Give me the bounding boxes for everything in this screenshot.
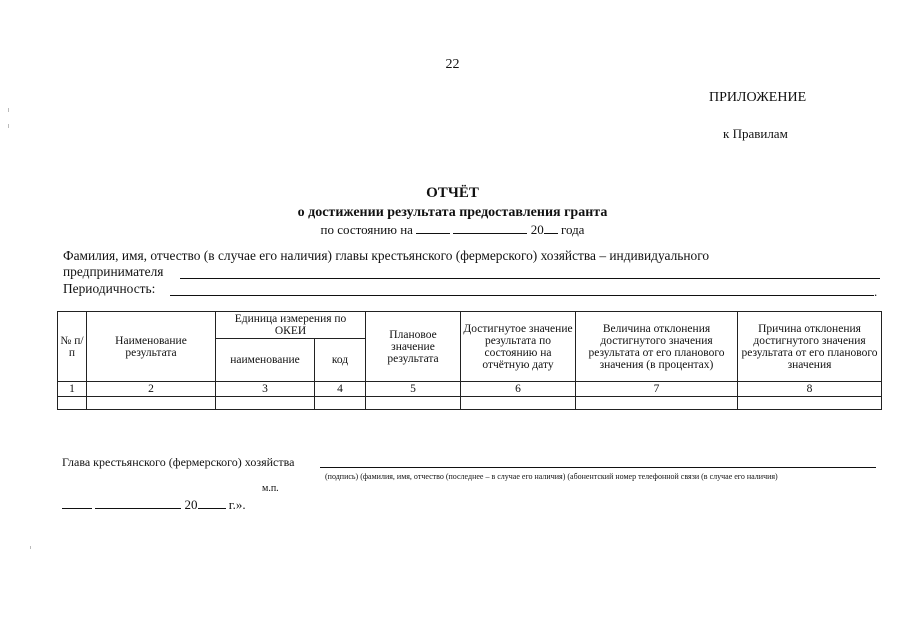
header-planned: Плановое значение результата [366,312,461,382]
header-unit-group: Единица измерения по ОКЕИ [216,312,366,339]
day-blank[interactable] [416,222,450,234]
empty-cell[interactable] [315,397,366,410]
empty-cell[interactable] [216,397,315,410]
header-deviation: Величина отклонения достигнутого значения результата от его планового значения (в процентах) [576,312,738,382]
report-table [57,311,882,410]
report-title: ОТЧЁТ [426,185,479,201]
signature-caption: (подпись) (фамилия, имя, отчество (последнее – в случае его наличия) (абонентский номер телефонной связи (в случае его наличия) [325,472,778,481]
appendix-title: ПРИЛОЖЕНИЕ [709,90,807,105]
fio-underline[interactable] [180,278,880,279]
date-line [62,497,246,513]
periodicity-label: Периодичность: [63,281,156,296]
column-number: 8 [738,382,882,397]
report-as-of [0,222,905,238]
empty-cell[interactable] [58,397,87,410]
periodicity-underline[interactable] [170,295,874,296]
empty-cell[interactable] [366,397,461,410]
seal-label: м.п. [262,483,279,494]
header-name: Наименование результата [87,312,216,382]
head-label: Глава крестьянского (фермерского) хозяйства [62,455,295,469]
header-unit-code: код [315,339,366,382]
as-of-prefix: по состоянию на [320,222,413,237]
column-number: 6 [461,382,576,397]
date-month-blank[interactable] [95,497,181,509]
scan-speck [30,546,31,549]
signature-line[interactable] [320,467,876,468]
page-number: 22 [445,57,460,72]
month-blank[interactable] [453,222,527,234]
report-subtitle: о достижении результата предоставления гранта [297,205,608,220]
header-achieved: Достигнутое значение результата по состоянию на отчётную дату [461,312,576,382]
fio-line1: Фамилия, имя, отчество (в случае его наличия) главы крестьянского (фермерского) хозяйства – индивидуального [63,248,710,263]
as-of-suffix: года [560,222,585,237]
column-number: 7 [576,382,738,397]
empty-cell[interactable] [461,397,576,410]
header-num: № п/п [58,312,87,382]
date-suffix: г.». [228,497,246,512]
column-number: 5 [366,382,461,397]
scan-speck [8,108,9,112]
date-year: 20 [184,497,198,512]
column-number: 1 [58,382,87,397]
column-number: 2 [87,382,216,397]
fio-line2: предпринимателя [63,264,164,279]
empty-cell[interactable] [87,397,216,410]
header-reason: Причина отклонения достигнутого значения результата от его планового значения [738,312,882,382]
header-unit-name: наименование [216,339,315,382]
empty-cell[interactable] [738,397,882,410]
date-day-blank[interactable] [62,497,92,509]
scan-speck [8,124,9,128]
empty-cell[interactable] [576,397,738,410]
year-blank[interactable] [544,222,558,234]
periodicity-end: . [874,284,878,299]
column-number: 3 [216,382,315,397]
as-of-year: 20 [530,222,544,237]
column-number: 4 [315,382,366,397]
appendix-to-rules: к Правилам [723,126,788,141]
date-year-blank[interactable] [198,497,226,509]
